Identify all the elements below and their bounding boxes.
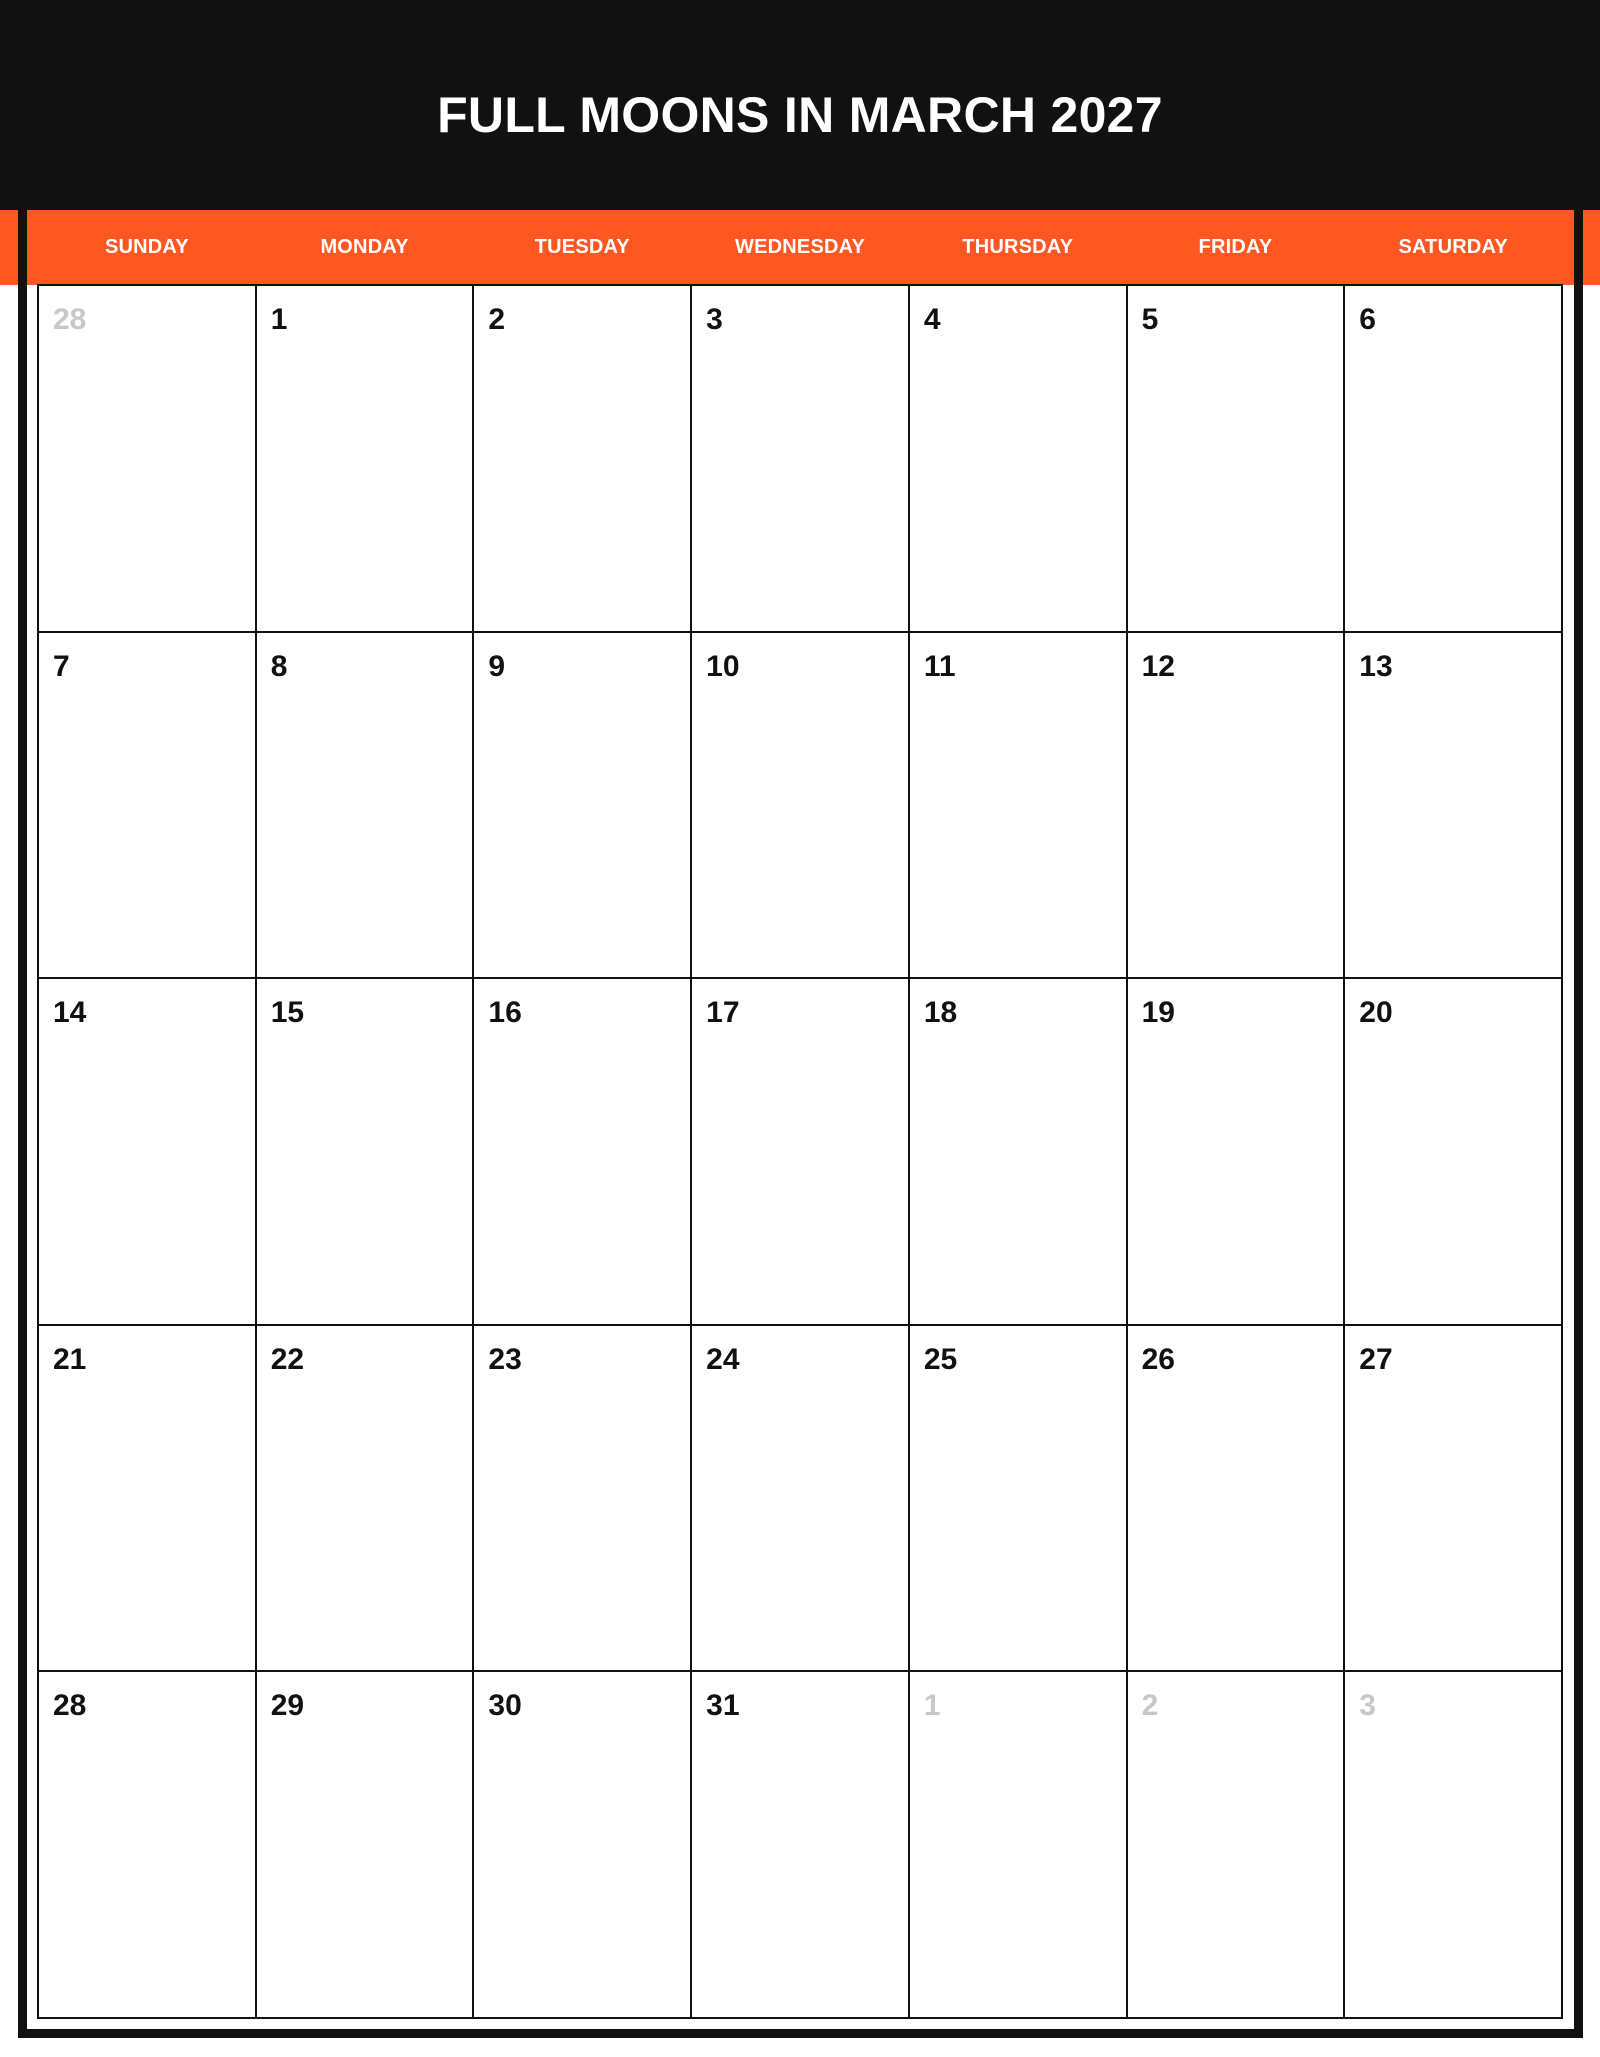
adjacent-month-day-number: 3 [1359, 1689, 1376, 1723]
day-number: 8 [270, 649, 288, 683]
day-number: 2 [488, 303, 506, 336]
calendar-day-cell[interactable] [1128, 1326, 1346, 1673]
calendar-day-cell[interactable] [1345, 1672, 1563, 2019]
day-number: 27 [1359, 1342, 1393, 1376]
calendar-day-cell[interactable] [474, 1672, 692, 2019]
calendar-day-cell[interactable] [39, 1326, 257, 1673]
calendar-day-cell[interactable] [474, 979, 692, 1326]
calendar-day-cell[interactable] [257, 1326, 475, 1673]
weekday-monday: MONDAY [320, 236, 409, 258]
day-number: 28 [53, 1689, 87, 1723]
weekday-sunday: SUNDAY [104, 236, 189, 258]
page-title: FULL MOONS IN MARCH 2027 [437, 87, 1163, 143]
day-number: 10 [706, 649, 740, 683]
adjacent-month-day-number: 2 [1141, 1689, 1159, 1723]
day-number: 6 [1359, 303, 1376, 336]
day-number: 23 [488, 1342, 522, 1376]
day-number: 24 [706, 1342, 740, 1376]
calendar-day-cell[interactable] [474, 633, 692, 980]
weekday-thursday: THURSDAY [962, 236, 1074, 258]
calendar-day-cell[interactable] [692, 286, 910, 633]
day-number: 5 [1141, 303, 1159, 336]
calendar-day-cell[interactable] [257, 979, 475, 1326]
calendar-day-cell[interactable] [474, 1326, 692, 1673]
day-number: 26 [1141, 1342, 1175, 1376]
day-number: 13 [1359, 649, 1393, 683]
day-number: 16 [488, 996, 522, 1030]
weekday-friday: FRIDAY [1198, 236, 1273, 258]
calendar-day-cell[interactable] [692, 979, 910, 1326]
calendar-day-cell[interactable] [692, 1672, 910, 2019]
calendar-day-cell[interactable] [39, 633, 257, 980]
calendar-day-cell[interactable] [692, 1326, 910, 1673]
weekday-wednesday: WEDNESDAY [735, 236, 865, 258]
calendar-day-cell[interactable] [1128, 1672, 1346, 2019]
calendar-day-cell[interactable] [257, 1672, 475, 2019]
adjacent-month-day-number: 28 [53, 303, 87, 336]
day-number: 11 [923, 649, 956, 683]
calendar-day-cell[interactable] [474, 286, 692, 633]
day-number: 3 [706, 303, 723, 336]
calendar-day-cell[interactable] [910, 979, 1128, 1326]
calendar-day-cell[interactable] [39, 979, 257, 1326]
calendar-day-cell[interactable] [1345, 633, 1563, 980]
day-number: 18 [923, 996, 958, 1030]
calendar-day-cell[interactable] [1128, 286, 1346, 633]
day-number: 22 [270, 1342, 305, 1376]
day-number: 15 [270, 996, 305, 1030]
calendar-day-cell[interactable] [1128, 979, 1346, 1326]
calendar-day-cell[interactable] [1128, 633, 1346, 980]
title-bar [0, 0, 1600, 210]
calendar-day-cell[interactable] [692, 633, 910, 980]
calendar-day-cell[interactable] [257, 286, 475, 633]
calendar-day-cell[interactable] [910, 633, 1128, 980]
calendar-day-cell[interactable] [910, 1672, 1128, 2019]
day-number: 9 [488, 649, 506, 683]
adjacent-month-day-number: 1 [923, 1689, 941, 1723]
calendar-day-cell[interactable] [1345, 1326, 1563, 1673]
day-number: 4 [923, 303, 941, 336]
day-number: 25 [923, 1342, 958, 1376]
calendar-day-cell[interactable] [910, 1326, 1128, 1673]
calendar-day-cell[interactable] [39, 286, 257, 633]
day-number: 12 [1141, 649, 1175, 683]
day-number: 20 [1359, 996, 1393, 1030]
day-number: 31 [706, 1689, 740, 1723]
day-number: 21 [53, 1342, 87, 1376]
weekday-tuesday: TUESDAY [534, 236, 630, 258]
calendar-day-cell[interactable] [1345, 979, 1563, 1326]
calendar-grid [37, 284, 1563, 2019]
day-number: 17 [706, 996, 740, 1030]
calendar-day-cell[interactable] [39, 1672, 257, 2019]
day-number: 19 [1141, 996, 1175, 1030]
day-number: 7 [53, 649, 70, 683]
calendar-day-cell[interactable] [257, 633, 475, 980]
weekday-saturday: SATURDAY [1398, 236, 1508, 258]
calendar-day-cell[interactable] [910, 286, 1128, 633]
day-number: 30 [488, 1689, 522, 1723]
calendar-day-cell[interactable] [1345, 286, 1563, 633]
day-number: 1 [270, 303, 288, 336]
day-number: 29 [270, 1689, 305, 1723]
day-number: 14 [53, 996, 87, 1030]
